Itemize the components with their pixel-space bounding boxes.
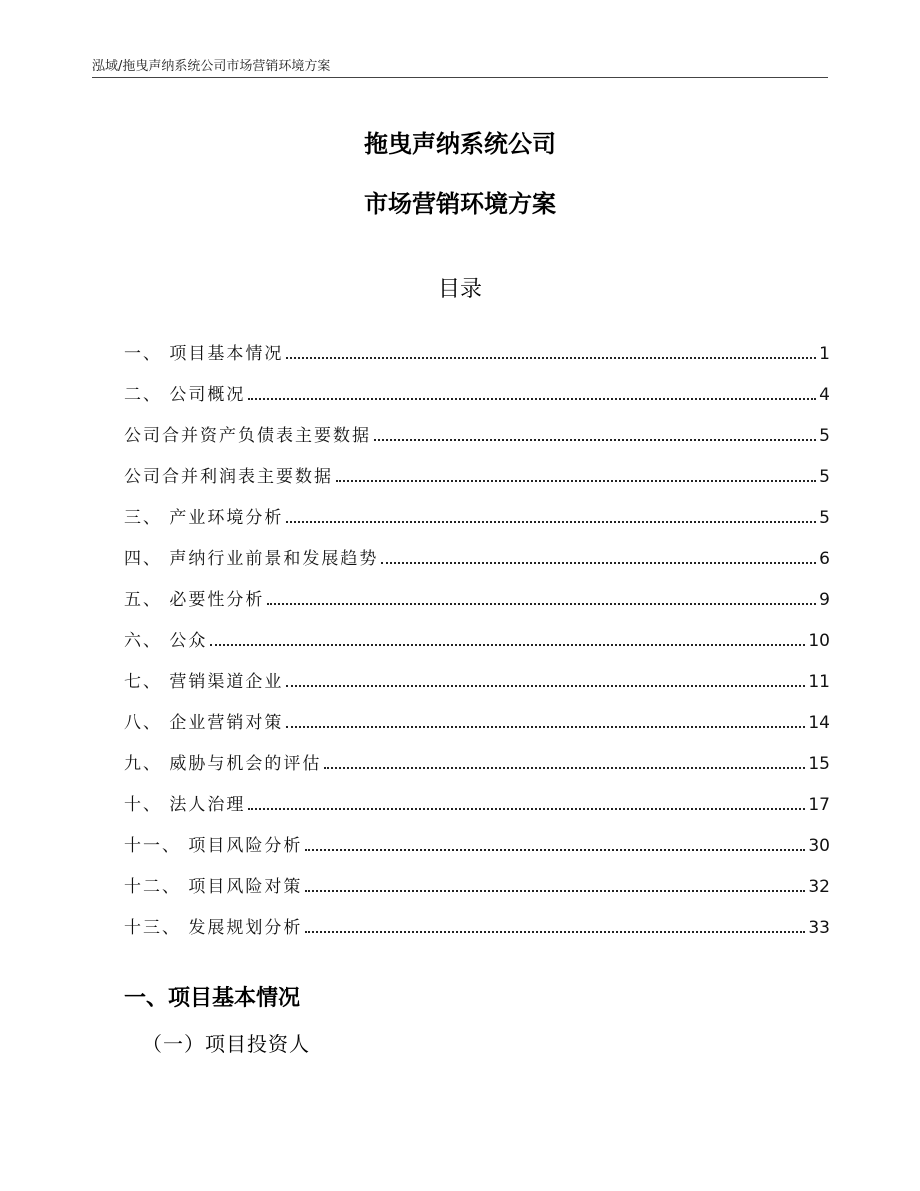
toc-entry[interactable] xyxy=(124,610,830,651)
toc-entry-page: 5 xyxy=(819,467,830,487)
document-title-line1: 拖曳声纳系统公司 xyxy=(364,130,556,158)
toc-entry-page: 33 xyxy=(808,918,830,938)
toc-entry-page: 30 xyxy=(808,836,830,856)
toc-entry-label: 八、 企业营销对策 xyxy=(124,713,284,733)
table-of-contents xyxy=(124,323,830,938)
toc-leader-dots xyxy=(336,479,816,482)
toc-entry-label: 二、 公司概况 xyxy=(124,385,246,405)
toc-leader-dots xyxy=(381,561,816,564)
toc-leader-dots xyxy=(305,930,805,933)
toc-entry-page: 9 xyxy=(819,590,830,610)
toc-entry-label: 十、 法人治理 xyxy=(124,795,246,815)
toc-entry-label: 一、 项目基本情况 xyxy=(124,344,284,364)
toc-entry-label: 十一、 项目风险分析 xyxy=(124,836,303,856)
subsection-heading: （一）项目投资人 xyxy=(142,1032,310,1056)
toc-entry[interactable] xyxy=(124,692,830,733)
toc-entry-page: 5 xyxy=(819,426,830,446)
toc-entry-label: 十二、 项目风险对策 xyxy=(124,877,303,897)
toc-entry-label: 六、 公众 xyxy=(124,631,208,651)
toc-leader-dots xyxy=(267,602,816,605)
toc-leader-dots xyxy=(286,684,805,687)
toc-leader-dots xyxy=(324,766,805,769)
toc-entry-page: 11 xyxy=(808,672,830,692)
toc-leader-dots xyxy=(248,397,816,400)
toc-entry-page: 32 xyxy=(808,877,830,897)
toc-entry-label: 四、 声纳行业前景和发展趋势 xyxy=(124,549,379,569)
toc-entry[interactable] xyxy=(124,897,830,938)
toc-entry-label: 公司合并利润表主要数据 xyxy=(124,467,333,487)
toc-entry-page: 17 xyxy=(808,795,830,815)
section-heading: 一、项目基本情况 xyxy=(124,986,301,1011)
toc-leader-dots xyxy=(286,725,805,728)
toc-leader-dots xyxy=(374,438,816,441)
toc-entry-page: 14 xyxy=(808,713,830,733)
toc-entry-page: 4 xyxy=(819,385,830,405)
toc-entry[interactable] xyxy=(124,446,830,487)
toc-entry-page: 1 xyxy=(819,344,830,364)
toc-entry-label: 五、 必要性分析 xyxy=(124,590,265,610)
header-divider xyxy=(92,77,828,78)
toc-entry[interactable] xyxy=(124,651,830,692)
toc-entry[interactable] xyxy=(124,569,830,610)
toc-entry[interactable] xyxy=(124,528,830,569)
toc-entry-label: 九、 威胁与机会的评估 xyxy=(124,754,322,774)
toc-entry-label: 三、 产业环境分析 xyxy=(124,508,284,528)
toc-entry-label: 公司合并资产负债表主要数据 xyxy=(124,426,371,446)
toc-entry[interactable] xyxy=(124,364,830,405)
toc-leader-dots xyxy=(286,356,816,359)
toc-leader-dots xyxy=(305,889,805,892)
toc-entry[interactable] xyxy=(124,815,830,856)
toc-leader-dots xyxy=(248,807,805,810)
toc-entry[interactable] xyxy=(124,487,830,528)
toc-entry-page: 6 xyxy=(819,549,830,569)
toc-entry[interactable] xyxy=(124,733,830,774)
toc-entry-page: 5 xyxy=(819,508,830,528)
toc-heading: 目录 xyxy=(437,277,482,302)
toc-leader-dots xyxy=(210,643,805,646)
toc-entry[interactable] xyxy=(124,323,830,364)
toc-entry[interactable] xyxy=(124,405,830,446)
toc-entry-label: 十三、 发展规划分析 xyxy=(124,918,303,938)
toc-entry-label: 七、 营销渠道企业 xyxy=(124,672,284,692)
toc-entry[interactable] xyxy=(124,856,830,897)
running-header: 泓域/拖曳声纳系统公司市场营销环境方案 xyxy=(92,59,331,74)
document-title-line2: 市场营销环境方案 xyxy=(364,190,556,218)
toc-entry[interactable] xyxy=(124,774,830,815)
toc-entry-page: 15 xyxy=(808,754,830,774)
toc-leader-dots xyxy=(286,520,816,523)
toc-entry-page: 10 xyxy=(808,631,830,651)
toc-leader-dots xyxy=(305,848,805,851)
